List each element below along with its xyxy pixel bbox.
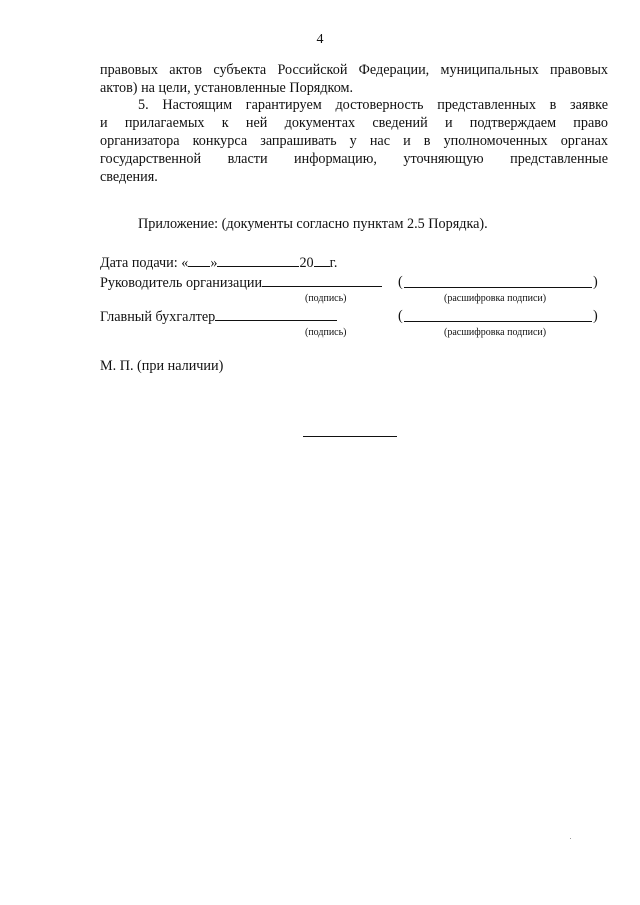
paragraph-line: сведения. (100, 169, 158, 185)
year-prefix: 20 (299, 255, 314, 271)
submission-date-label: Дата подачи: « (100, 255, 189, 271)
head-open-paren: ( (398, 274, 403, 290)
paragraph-line: государственной власти информацию, уточняющую представленные (100, 151, 608, 167)
accountant-signature-caption: (подпись) (305, 327, 347, 338)
head-signature-caption: (подпись) (305, 293, 347, 304)
appendix-note: Приложение: (документы согласно пунктам 2.5 Порядка). (138, 216, 488, 232)
year-blank[interactable] (314, 254, 330, 267)
close-quote: » (210, 255, 218, 271)
year-suffix: г. (329, 255, 338, 271)
head-label: Руководитель организации (100, 275, 263, 291)
paragraph-line: 5. Настоящим гарантируем достоверность представленных в заявке (138, 97, 608, 113)
head-signature-blank[interactable] (262, 274, 382, 287)
paragraph-line: и прилагаемых к ней документах сведений и подтверждаем право (100, 115, 608, 131)
scan-speck (570, 838, 571, 839)
accountant-open-paren: ( (398, 308, 403, 324)
head-decode-caption: (расшифровка подписи) (444, 293, 547, 304)
stamp-place: М. П. (при наличии) (100, 358, 224, 374)
head-decode-blank[interactable] (404, 275, 592, 288)
accountant-label: Главный бухгалтер (100, 309, 216, 325)
accountant-decode-caption: (расшифровка подписи) (444, 327, 547, 338)
head-signature-row (100, 274, 382, 292)
month-blank[interactable] (217, 254, 299, 267)
page-number: 4 (316, 32, 324, 47)
paragraph-5 (100, 96, 608, 186)
submission-date-row (100, 254, 337, 272)
accountant-decode-blank[interactable] (404, 309, 592, 322)
accountant-signature-row (100, 308, 337, 326)
accountant-close-paren: ) (593, 308, 598, 324)
paragraph-line: правовых актов субъекта Российской Федерации, муниципальных правовых (100, 62, 608, 78)
day-blank[interactable] (188, 254, 210, 267)
accountant-signature-blank[interactable] (215, 308, 337, 321)
paragraph-continued (100, 61, 608, 97)
paragraph-line: организатора конкурса запрашивать у нас и в уполномоченных органах (100, 133, 608, 149)
head-close-paren: ) (593, 274, 598, 290)
paragraph-line: актов) на цели, установленные Порядком. (100, 80, 354, 96)
end-divider (303, 436, 397, 437)
